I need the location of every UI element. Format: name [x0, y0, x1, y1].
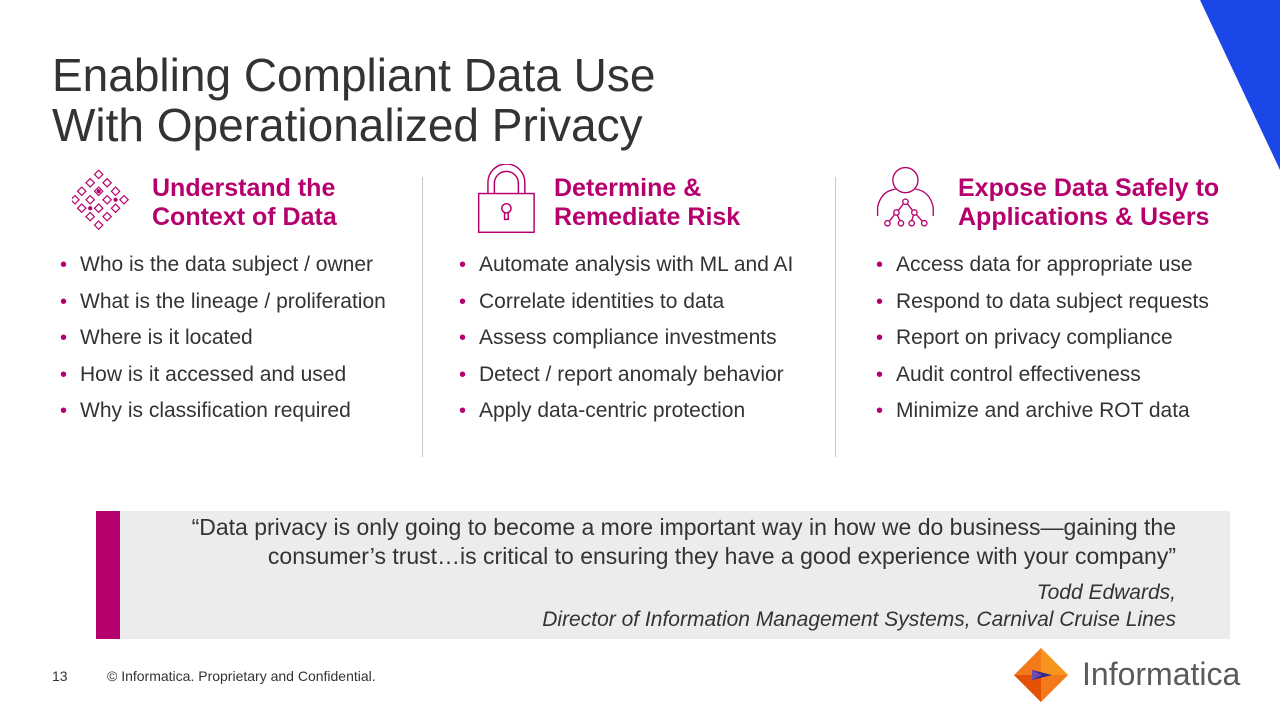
quote-text — [136, 513, 1176, 571]
column-title-line-2: Applications & Users — [958, 203, 1210, 231]
column-title-line-1: Determine & — [554, 174, 702, 202]
column-title-line-2: Context of Data — [152, 203, 337, 231]
user-network-icon — [874, 162, 944, 236]
list-item: • Automate analysis with ML and AI — [455, 247, 793, 284]
list-item: • Correlate identities to data — [455, 284, 793, 321]
slide-title-line-2: With Operationalized Privacy — [52, 99, 643, 151]
quote-line-2: consumer’s trust…is critical to ensuring they have a good experience with your company” — [267, 543, 1176, 569]
list-item: • Who is the data subject / owner — [56, 247, 386, 284]
padlock-icon — [475, 164, 547, 236]
list-item: • Minimize and archive ROT data — [872, 393, 1209, 430]
column-title-line-1: Expose Data Safely to — [958, 174, 1220, 202]
list-item: • Where is it located — [56, 320, 386, 357]
quote-attribution — [542, 579, 1176, 633]
list-item: • What is the lineage / proliferation — [56, 284, 386, 321]
quote-author: Todd Edwards, — [1036, 581, 1176, 604]
column-title-line-1: Understand the — [152, 174, 336, 202]
quote-author-role: Director of Information Management Systems, Carnival Cruise Lines — [542, 608, 1176, 631]
column-title — [958, 174, 1219, 232]
list-item: • Audit control effectiveness — [872, 357, 1209, 394]
network-dots-icon — [72, 168, 138, 234]
page-number: 13 — [52, 668, 68, 684]
list-item: • Detect / report anomaly behavior — [455, 357, 793, 394]
list-item: • Why is classification required — [56, 393, 386, 430]
list-item: • Respond to data subject requests — [872, 284, 1209, 321]
bullet-list — [56, 247, 386, 430]
column-determine-risk — [455, 160, 835, 422]
column-header — [872, 160, 1252, 240]
slide-title — [52, 50, 655, 150]
column-header — [56, 160, 436, 240]
list-item: • How is it accessed and used — [56, 357, 386, 394]
quote-line-1: “Data privacy is only going to become a more important way in how we do business—gaining the — [191, 514, 1176, 540]
column-title — [152, 174, 337, 232]
corner-accent-shape — [1200, 0, 1280, 170]
quote-box — [96, 511, 1230, 639]
column-understand-context — [56, 160, 436, 422]
list-item: • Access data for appropriate use — [872, 247, 1209, 284]
column-title — [554, 174, 740, 232]
column-divider — [422, 177, 423, 457]
bullet-list — [872, 247, 1209, 430]
column-divider — [835, 177, 836, 457]
list-item: • Assess compliance investments — [455, 320, 793, 357]
column-expose-data — [872, 160, 1252, 422]
list-item: • Report on privacy compliance — [872, 320, 1209, 357]
list-item: • Apply data-centric protection — [455, 393, 793, 430]
column-header — [455, 160, 835, 240]
slide-title-line-1: Enabling Compliant Data Use — [52, 49, 656, 101]
informatica-diamond-logo — [1012, 646, 1070, 704]
column-title-line-2: Remediate Risk — [554, 203, 741, 231]
bullet-list — [455, 247, 793, 430]
copyright-notice: © Informatica. Proprietary and Confidential. — [107, 668, 376, 684]
logo-wordmark: Informatica — [1082, 656, 1241, 692]
informatica-logo — [1012, 646, 1252, 704]
quote-accent-bar — [96, 511, 120, 639]
